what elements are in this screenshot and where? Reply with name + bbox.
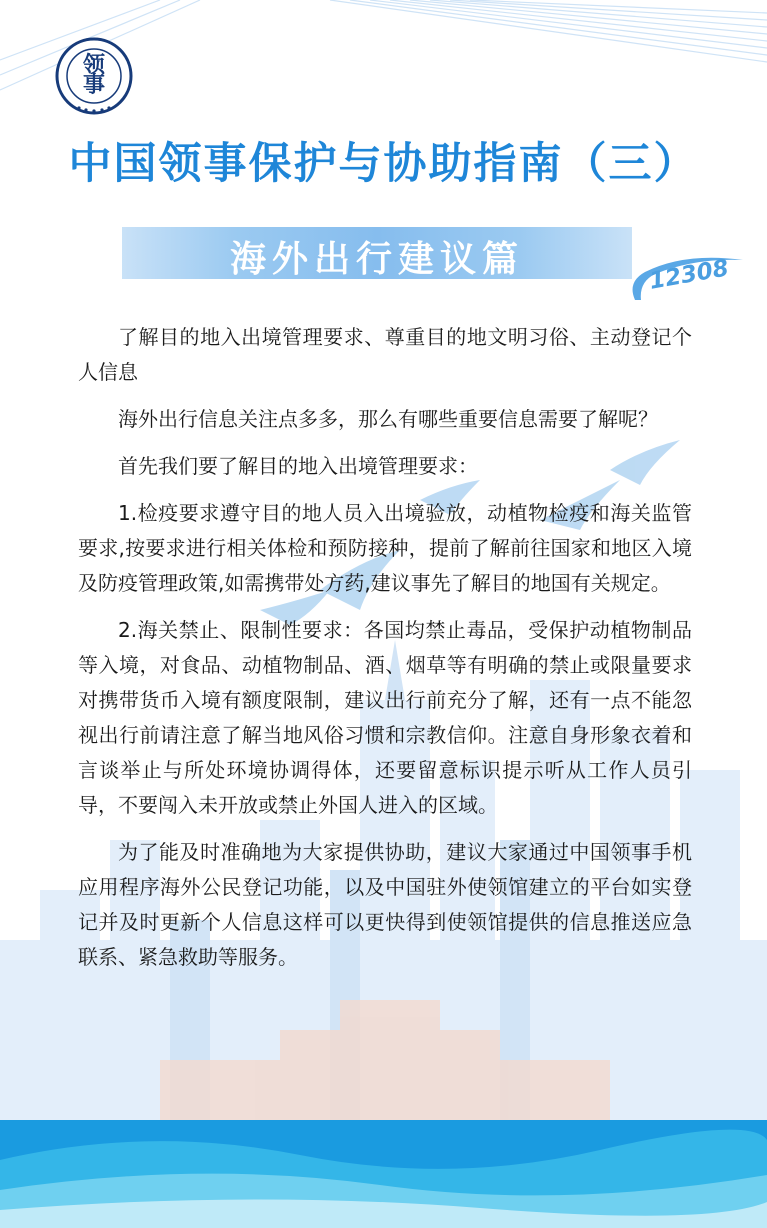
page-title: 中国领事保护与协助指南（三） [68, 139, 699, 189]
paragraph-question: 海外出行信息关注点多多，那么有哪些重要信息需要了解呢？ [118, 407, 658, 431]
consular-affairs-seal [55, 37, 133, 115]
paragraph-first-step: 首先我们要了解目的地入出境管理要求： [118, 454, 478, 478]
paragraph-quarantine: 1.检疫要求遵守目的地人员入出境验放，动植物检疫和海关监管要求,按要求进行相关体检和预防接种，提前了解前往国家和地区入境及防疫管理政策,如需携带处方药,建议事先了解目的地国有关规定。 [78, 501, 692, 595]
paragraph-intro: 了解目的地入出境管理要求、尊重目的地文明习俗、主动登记个人信息 [78, 325, 692, 384]
paragraph-customs: 2.海关禁止、限制性要求：各国均禁止毒品，受保护动植物制品等入境，对食品、动植物制品、酒、烟草等有明确的禁止或限量要求对携带货币入境有额度限制，建议出行前充分了解，还有一点不能忽视出行前请注意了解当地风俗习惯和宗教信仰。注意自身形象衣着和言谈举止与所处环境协调得体，还要留意标识提示听从工作人员引导，不要闯入未开放或禁止外国人进入的区域。 [78, 618, 692, 817]
hotline-number: 12308 [647, 255, 731, 295]
bottom-waves-decoration [0, 1120, 767, 1228]
page-subtitle: 海外出行建议篇 [229, 239, 524, 280]
article-body [78, 320, 692, 987]
paragraph-registration: 为了能及时准确地为大家提供协助，建议大家通过中国领事手机应用程序海外公民登记功能，以及中国驻外使领馆建立的平台如实登记并及时更新个人信息这样可以更快得到使领馆提供的信息推送应急联系、紧急救助等服务。 [78, 840, 692, 969]
hotline-badge [625, 252, 750, 307]
seal-characters: 领事 [82, 52, 105, 98]
subtitle-banner [122, 227, 632, 279]
